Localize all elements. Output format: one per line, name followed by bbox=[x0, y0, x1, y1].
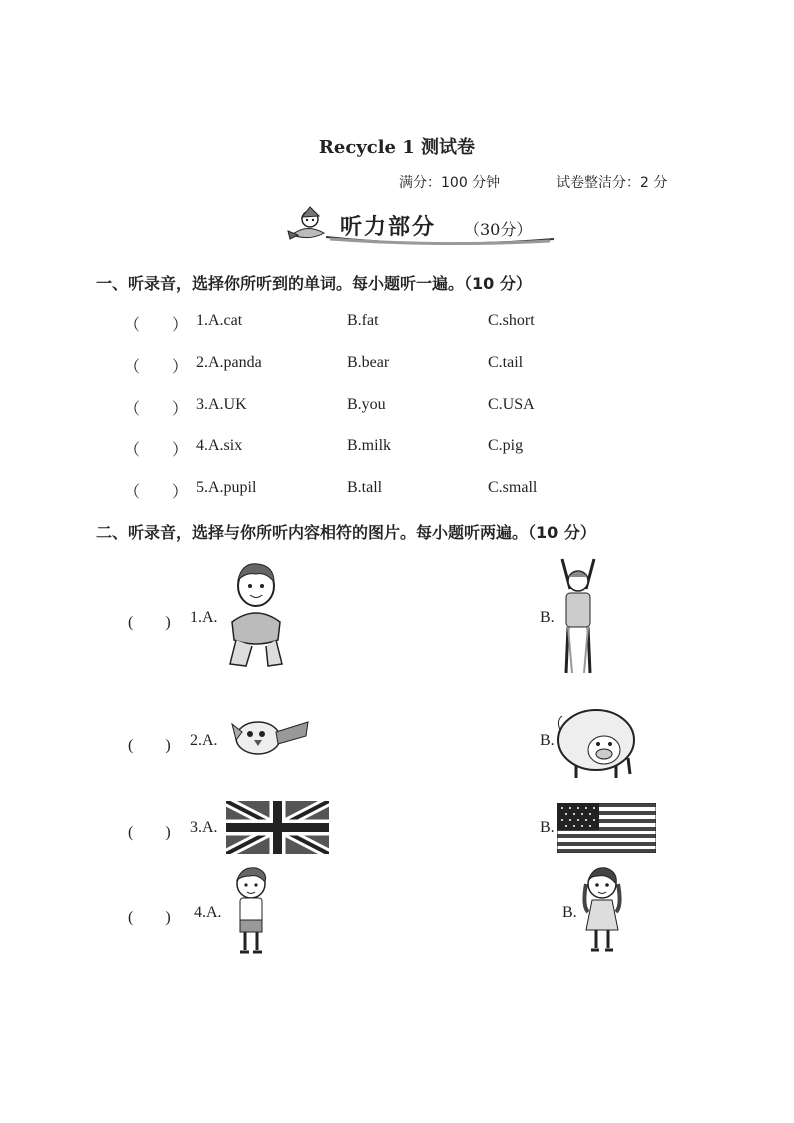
listening-banner bbox=[286, 205, 556, 245]
option-b: B.milk bbox=[347, 437, 392, 454]
list-item bbox=[0, 437, 794, 461]
option-a-label: 4.A. bbox=[194, 904, 222, 921]
answer-blank[interactable]: ( ) bbox=[128, 737, 171, 754]
option-b-label: B. bbox=[540, 732, 555, 749]
mascot-icon bbox=[288, 207, 324, 239]
option-a: 2.A.panda bbox=[196, 354, 262, 371]
option-a-label: 2.A. bbox=[190, 732, 218, 749]
option-c: C.pig bbox=[488, 437, 524, 454]
bird-image bbox=[228, 714, 310, 760]
section2-heading: 二、听录音，选择与你所听内容相符的图片。每小题听两遍。（10 分） bbox=[96, 523, 596, 542]
answer-blank[interactable]: （ ） bbox=[124, 401, 189, 418]
option-a-label: 1.A. bbox=[190, 609, 218, 626]
boy-arms-up-image bbox=[556, 555, 600, 681]
option-b-label: B. bbox=[540, 609, 555, 626]
pig-image bbox=[556, 700, 638, 782]
boy-image bbox=[230, 866, 272, 956]
banner-title: 听力部分 bbox=[340, 215, 437, 240]
answer-blank[interactable]: ( ) bbox=[128, 909, 171, 926]
usa-flag-image bbox=[557, 803, 656, 853]
list-item bbox=[0, 312, 794, 336]
list-item bbox=[0, 396, 794, 420]
option-b: B.tall bbox=[347, 479, 383, 496]
section1-heading: 一、听录音，选择你所听到的单词。每小题听一遍。（10 分） bbox=[96, 274, 532, 293]
option-b-label: B. bbox=[540, 819, 555, 836]
option-a: 1.A.cat bbox=[196, 312, 243, 329]
answer-blank[interactable]: ( ) bbox=[128, 614, 171, 631]
banner-score: （30分） bbox=[464, 220, 533, 239]
answer-blank[interactable]: （ ） bbox=[124, 359, 189, 376]
uk-flag-image bbox=[226, 801, 329, 854]
option-c: C.small bbox=[488, 479, 538, 496]
option-b: B.fat bbox=[347, 312, 379, 329]
answer-blank[interactable]: （ ） bbox=[124, 484, 189, 501]
option-c: C.short bbox=[488, 312, 535, 329]
list-item bbox=[0, 479, 794, 503]
option-a: 4.A.six bbox=[196, 437, 243, 454]
option-b-label: B. bbox=[562, 904, 577, 921]
option-c: C.USA bbox=[488, 396, 535, 413]
answer-blank[interactable]: （ ） bbox=[124, 442, 189, 459]
sitting-boy-image bbox=[222, 560, 288, 674]
answer-blank[interactable]: （ ） bbox=[124, 317, 189, 334]
full-score: 满分：100 分钟 bbox=[399, 175, 501, 191]
option-a: 5.A.pupil bbox=[196, 479, 257, 496]
girl-image bbox=[578, 866, 626, 956]
list-item bbox=[0, 354, 794, 378]
page-title: Recycle 1 测试卷 bbox=[318, 137, 476, 158]
option-b: B.bear bbox=[347, 354, 390, 371]
option-a-label: 3.A. bbox=[190, 819, 218, 836]
option-b: B.you bbox=[347, 396, 386, 413]
option-a: 3.A.UK bbox=[196, 396, 247, 413]
neatness-score: 试卷整洁分：2 分 bbox=[556, 175, 668, 191]
option-c: C.tail bbox=[488, 354, 524, 371]
answer-blank[interactable]: ( ) bbox=[128, 824, 171, 841]
